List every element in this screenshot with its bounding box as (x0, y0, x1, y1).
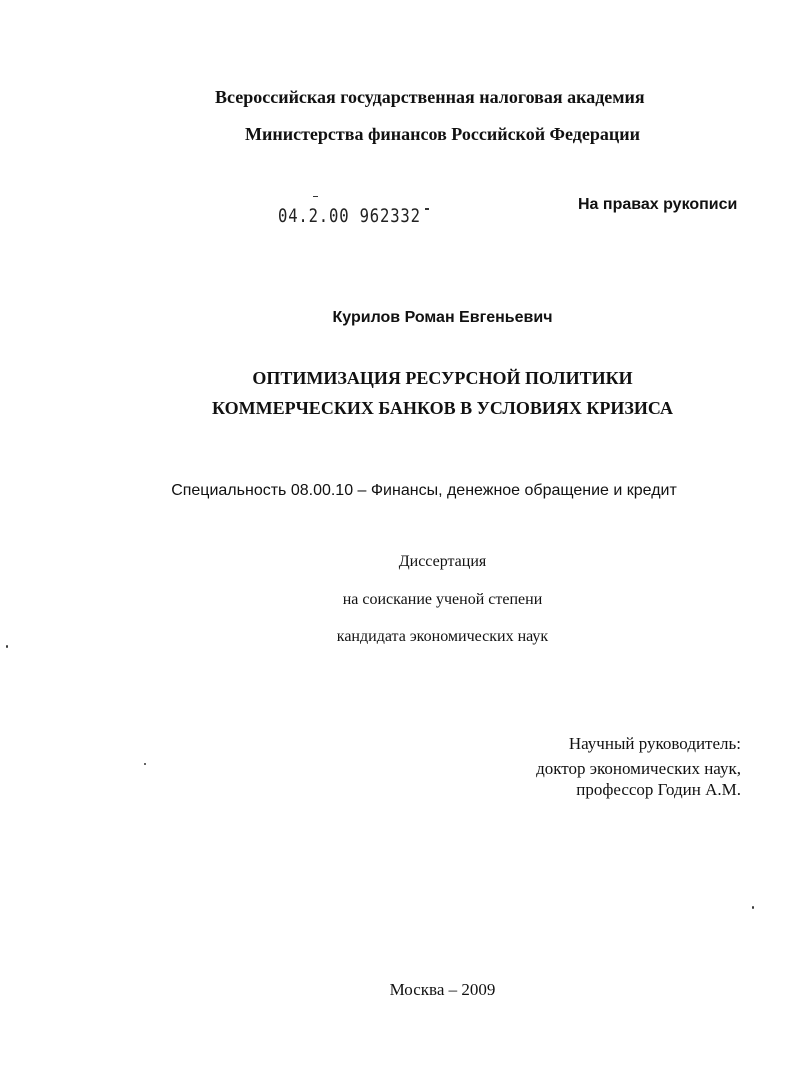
title-line-1: ОПТИМИЗАЦИЯ РЕСУРСНОЙ ПОЛИТИКИ (252, 368, 633, 388)
scan-speck (752, 906, 754, 909)
ministry-name: Министерства финансов Российской Федерации (244, 124, 640, 144)
supervisor-degree: доктор экономических наук, (536, 759, 741, 778)
archive-stamp-code: 04.2.00 962332 (278, 205, 421, 227)
specialty-line: Специальность 08.00.10 – Финансы, денежное обращение и кредит (171, 482, 677, 499)
scan-speck (144, 763, 146, 765)
academy-name: Всероссийская государственная налоговая академия (215, 87, 645, 107)
scan-speck (425, 208, 429, 210)
author-name: Курилов Роман Евгеньевич (332, 309, 553, 326)
title-line-2: КОММЕРЧЕСКИХ БАНКОВ В УСЛОВИЯХ КРИЗИСА (212, 398, 673, 418)
place-and-year: Москва – 2009 (389, 980, 496, 999)
scan-speck (6, 645, 8, 648)
degree-purpose: на соискание ученой степени (342, 591, 543, 608)
supervisor-name: профессор Годин А.М. (576, 780, 741, 799)
dissertation-label: Диссертация (398, 553, 487, 570)
supervisor-label: Научный руководитель: (568, 734, 741, 753)
scan-speck (313, 196, 318, 197)
degree-name: кандидата экономических наук (336, 628, 549, 645)
rights-note: На правах рукописи (578, 196, 738, 213)
